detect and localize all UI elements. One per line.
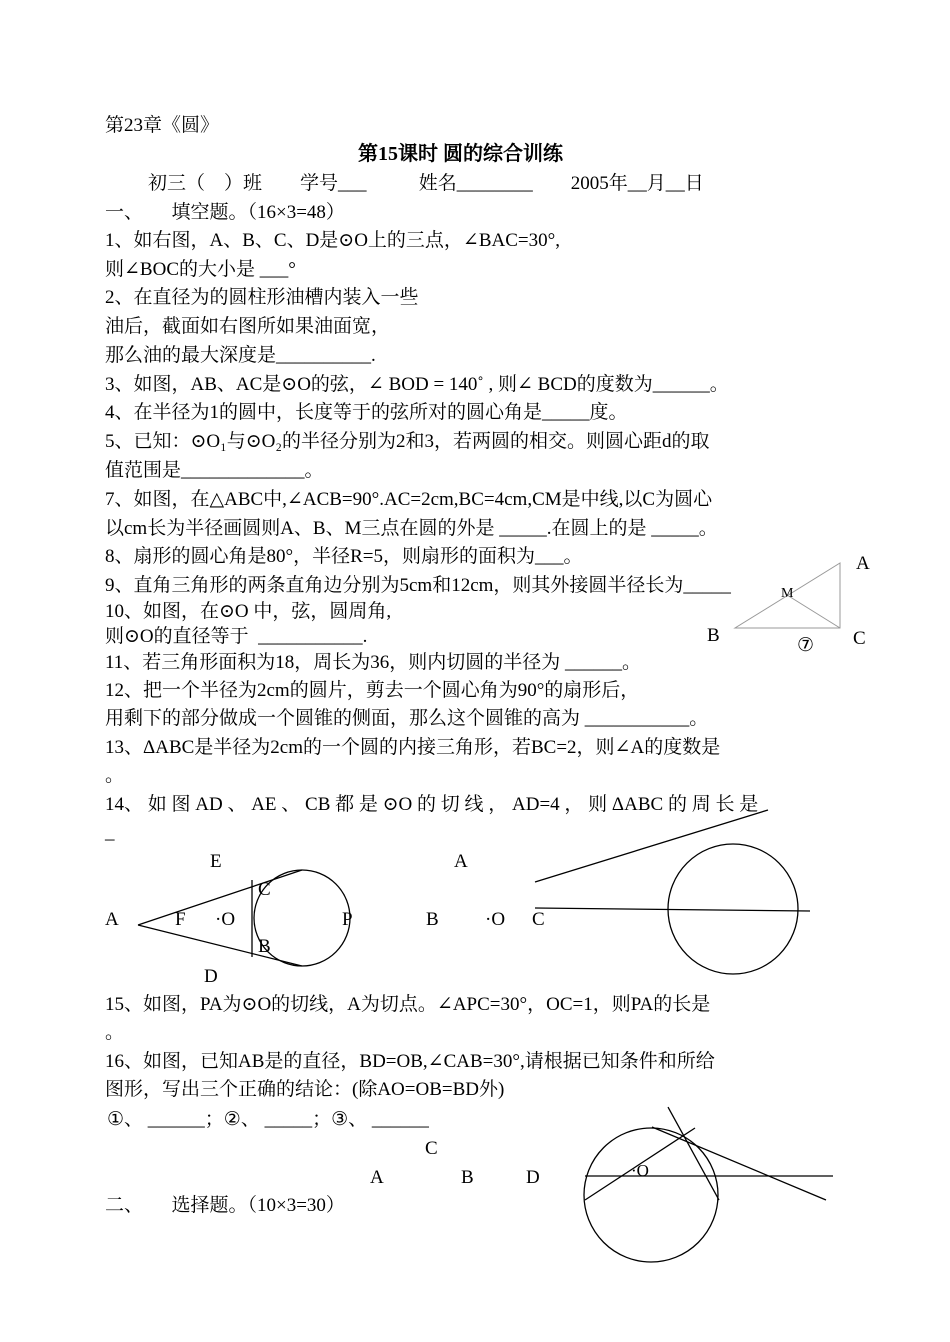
q15-figure (535, 810, 810, 974)
q1-line2: 则∠BOC的大小是 ___° (105, 259, 296, 280)
q5-line2: 值范围是_____________。 (105, 460, 324, 481)
lesson-title: 第15课时 圆的综合训练 (358, 143, 563, 165)
q7-line1: 7、如图，在△ABC中,∠ACB=90°.AC=2cm,BC=4cm,CM是中线,以C为圆心 (105, 489, 713, 510)
q15-line1: 15、如图，PA为⊙O的切线，A为切点。∠APC=30°，OC=1，则PA的长是 (105, 994, 711, 1015)
q14-label-f: F (175, 909, 186, 930)
q15-label-o: ·O (485, 909, 506, 930)
q15-label-a: A (454, 851, 468, 872)
q14-label-e: E (210, 851, 222, 872)
q4-line: 4、在半径为1的圆中，长度等于的弦所对的圆心角是_____度。 (105, 402, 628, 423)
q16-label-b: B (461, 1167, 474, 1188)
q16-figure (584, 1107, 833, 1262)
q3-line: 3、如图，AB、AC是⊙O的弦，∠ BOD = 140˚ , 则∠ BCD的度数为______。 (105, 374, 729, 395)
section-choice-heading: 二、 选择题。（10×3=30） (105, 1195, 345, 1216)
chapter-title: 第23章《圆》 (105, 115, 220, 136)
tri-label-a: A (856, 553, 870, 574)
q2-line1: 2、在直径为的圆柱形油槽内装入一些 (105, 287, 419, 308)
q14-figure (138, 870, 350, 966)
q5-line1: 5、已知：⊙O₁与⊙O₂的半径分别为2和3，若两圆的相交。则圆心距d的取 (105, 431, 710, 452)
q16-line2: 图形，写出三个正确的结论：(除AO=OB=BD外) (105, 1079, 505, 1100)
q16-label-o: ·O (631, 1161, 649, 1180)
q14-label-o: ·O (215, 909, 236, 930)
q1-line1: 1、如右图，A、B、C、D是⊙O上的三点，∠BAC=30°, (105, 230, 560, 251)
tri-label-b: B (707, 625, 720, 646)
q14-label-d: D (204, 966, 218, 987)
q7-line2: 以cm长为半径画圆则A、B、M三点在圆的外是 _____.在圆上的是 _____。 (105, 518, 718, 539)
q9-line: 9、直角三角形的两条直角边分别为5cm和12cm，则其外接圆半径长为_____ (105, 575, 731, 596)
q14-label-c: C (258, 879, 271, 900)
q10-line1: 10、如图，在⊙O 中，弦，圆周角, (105, 601, 392, 622)
q12-line1: 12、把一个半径为2cm的圆片，剪去一个圆心角为90°的扇形后， (105, 680, 640, 701)
q16-line3: ①、 ______；②、 _____；③、 ______ (107, 1109, 429, 1130)
tri-label-number: ⑦ (797, 635, 815, 656)
q14-line2: _ (105, 822, 115, 843)
q15-label-c: C (532, 909, 545, 930)
tri-label-c: C (853, 628, 866, 649)
q10-line2: 则⊙O的直径等于 ___________. (105, 626, 368, 647)
section-fill-heading: 一、 填空题。（16×3=48） (105, 202, 345, 223)
q12-line2: 用剩下的部分做成一个圆锥的侧面，那么这个圆锥的高为 ___________。 (105, 708, 709, 729)
tri-label-m: M (781, 586, 794, 601)
q2-line3: 那么油的最大深度是__________. (105, 345, 376, 366)
q15-line2: 。 (105, 1022, 125, 1043)
q16-line1: 16、如图，已知AB是的直径，BD=OB,∠CAB=30°,请根据已知条件和所给 (105, 1051, 715, 1072)
q16-label-c: C (425, 1138, 438, 1159)
q14-label-a: A (105, 909, 119, 930)
q14-label-b: B (258, 936, 271, 957)
q14-label-p: P (342, 909, 353, 930)
q11-line: 11、若三角形面积为18，周长为36，则内切圆的半径为 ______。 (105, 652, 642, 673)
q13-line1: 13、ΔABC是半径为2cm的一个圆的内接三角形，若BC=2，则∠A的度数是 (105, 737, 721, 758)
student-info: 初三（ ）班 学号___ 姓名________ 2005年__月__日 (148, 173, 704, 194)
q15-label-b: B (426, 909, 439, 930)
q8-line: 8、扇形的圆心角是80°，半径R=5，则扇形的面积为___。 (105, 546, 583, 567)
q2-line2: 油后，截面如右图所如果油面宽， (105, 316, 391, 337)
q16-label-a: A (370, 1167, 384, 1188)
q13-line2: 。 (105, 765, 125, 786)
q14-line1: 14、 如 图 AD 、 AE 、 CB 都 是 ⊙O 的 切 线 ， AD=4 ， 则 ΔABC 的 周 长 是 (105, 794, 759, 815)
q16-label-d: D (526, 1167, 540, 1188)
